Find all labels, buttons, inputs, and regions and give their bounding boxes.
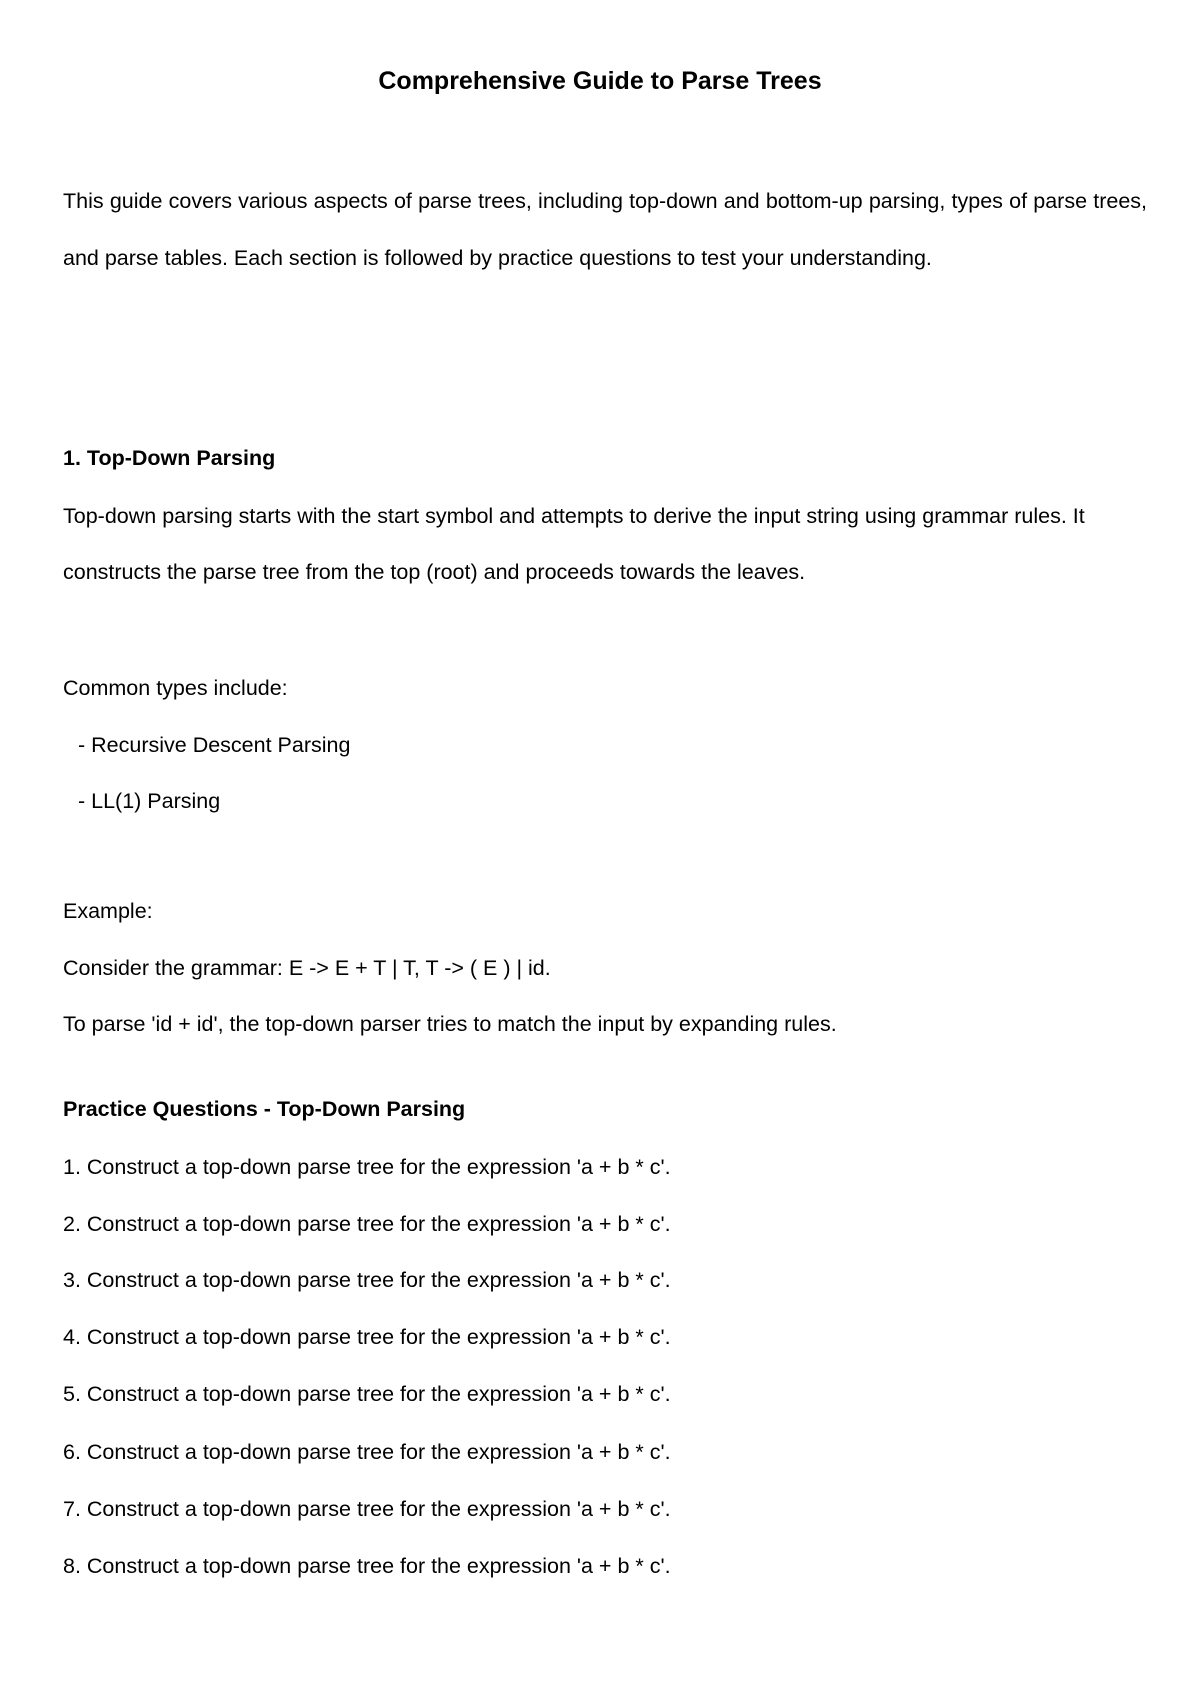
list-item: - LL(1) Parsing bbox=[78, 789, 221, 813]
practice-question: 2. Construct a top-down parse tree for the expression 'a + b * c'. bbox=[63, 1212, 671, 1236]
practice-question: 3. Construct a top-down parse tree for the expression 'a + b * c'. bbox=[63, 1268, 671, 1292]
intro-paragraph: This guide covers various aspects of parse trees, including top-down and bottom-up parsing, types of parse trees, and parse tables. Each section is followed by practice questions to test your understanding. bbox=[63, 189, 1147, 270]
example-grammar: Consider the grammar: E -> E + T | T, T -> ( E ) | id. bbox=[63, 956, 551, 980]
list-item: - Recursive Descent Parsing bbox=[78, 733, 351, 757]
practice-heading: Practice Questions - Top-Down Parsing bbox=[63, 1097, 466, 1121]
practice-question: 5. Construct a top-down parse tree for the expression 'a + b * c'. bbox=[63, 1382, 671, 1406]
practice-question: 7. Construct a top-down parse tree for the expression 'a + b * c'. bbox=[63, 1497, 671, 1521]
common-types-label: Common types include: bbox=[63, 676, 288, 700]
page-title: Comprehensive Guide to Parse Trees bbox=[378, 67, 822, 95]
example-text: To parse 'id + id', the top-down parser tries to match the input by expanding rules. bbox=[63, 1012, 837, 1036]
practice-question: 4. Construct a top-down parse tree for the expression 'a + b * c'. bbox=[63, 1325, 671, 1349]
example-label: Example: bbox=[63, 899, 153, 923]
practice-question: 6. Construct a top-down parse tree for the expression 'a + b * c'. bbox=[63, 1440, 671, 1464]
section-body-top-down: Top-down parsing starts with the start symbol and attempts to derive the input string using grammar rules. It constructs the parse tree from the top (root) and proceeds towards the leaves. bbox=[63, 504, 1085, 584]
practice-question: 8. Construct a top-down parse tree for the expression 'a + b * c'. bbox=[63, 1554, 671, 1578]
practice-question: 1. Construct a top-down parse tree for the expression 'a + b * c'. bbox=[63, 1155, 671, 1179]
section-heading-top-down: 1. Top-Down Parsing bbox=[63, 446, 276, 470]
